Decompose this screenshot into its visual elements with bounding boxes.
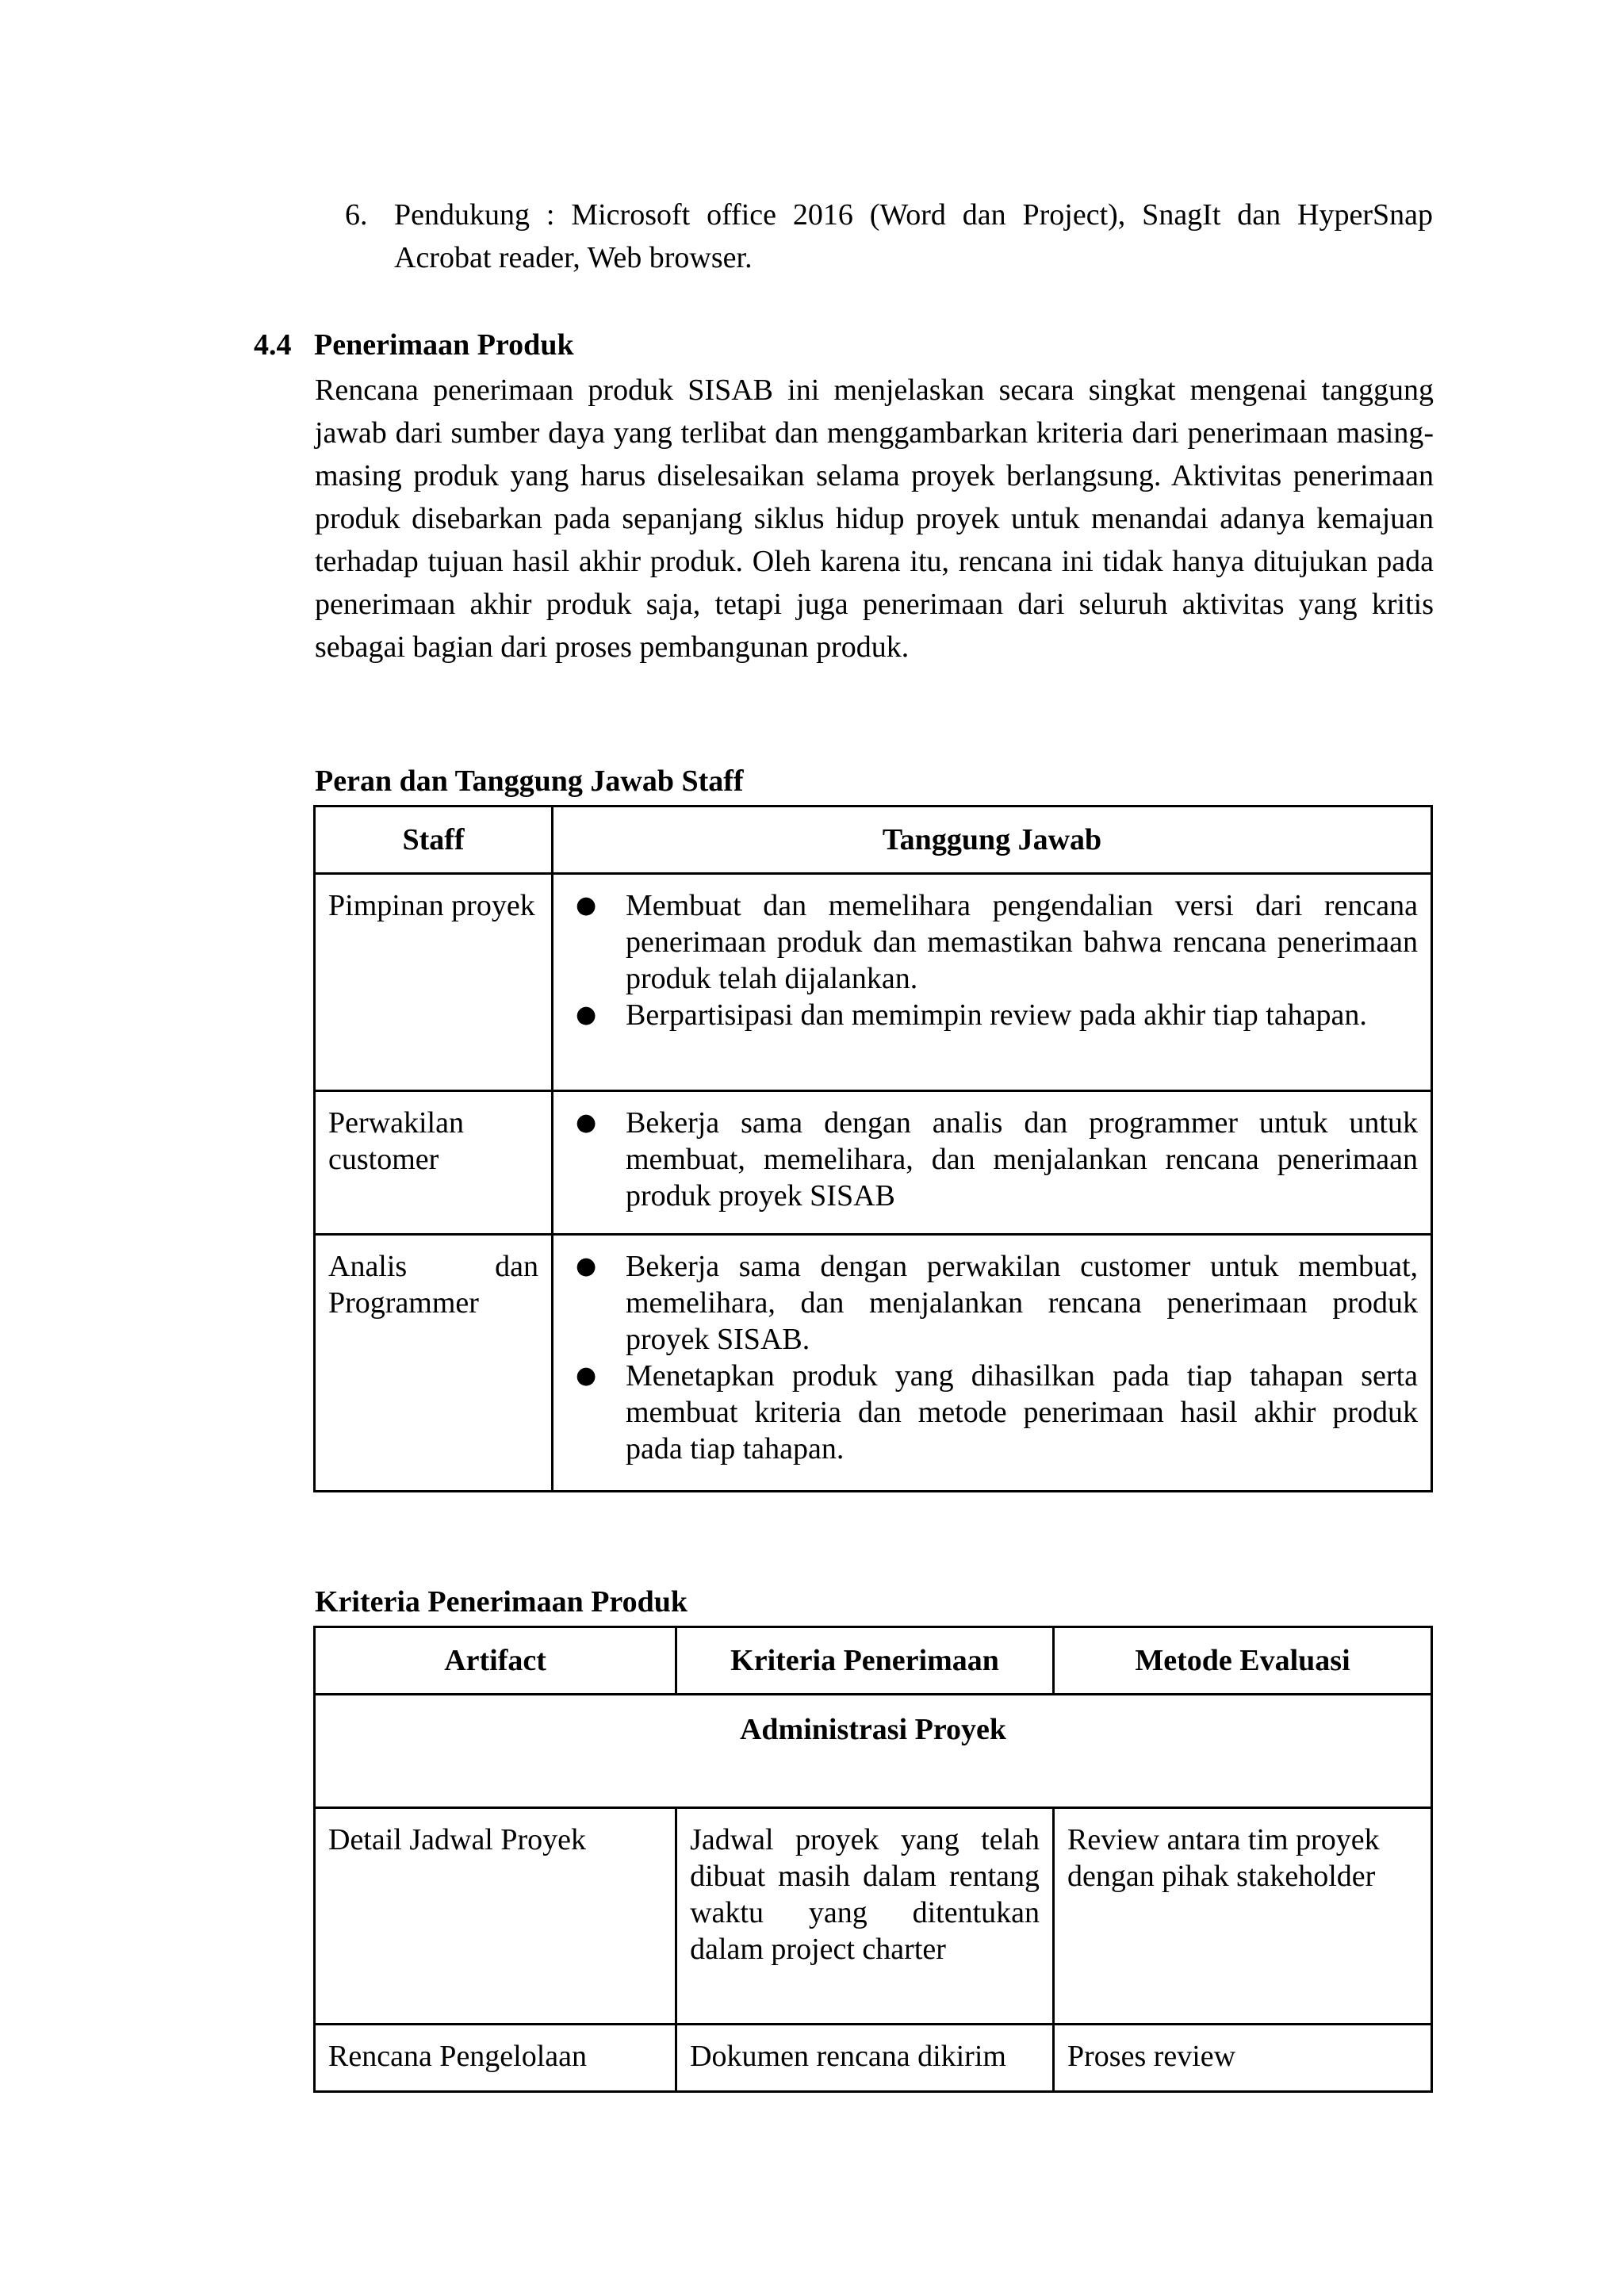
staff-name: Perwakilan customer (328, 1106, 464, 1176)
staff-name: Analis dan Programmer (328, 1250, 538, 1320)
responsibility-cell (553, 874, 1432, 1091)
header-staff: Staff (315, 807, 553, 874)
metode-cell: Review antara tim proyek dengan pihak stakeholder (1054, 1808, 1432, 2025)
table-row (315, 2025, 1432, 2092)
list-item: ● Menetapkan produk yang dihasilkan pada tiap tahapan serta membuat kriteria dan metode penerimaan hasil akhir produk pada tiap tahapan. (576, 1358, 1418, 1467)
table-row (315, 1235, 1432, 1492)
list-item (345, 193, 1433, 279)
kriteria-cell: Dokumen rencana dikirim (676, 2025, 1054, 2092)
responsibility-cell (553, 1091, 1432, 1235)
section-title: Penerimaan Produk (314, 328, 574, 362)
responsibility-list (576, 1105, 1418, 1214)
responsibility-cell (553, 1235, 1432, 1492)
staff-cell (315, 1091, 553, 1235)
list-item-text: Pendukung : Microsoft office 2016 (Word dan Project), SnagIt dan HyperSnap Acrobat reader, Web browser. (394, 198, 1433, 274)
table-header-row (315, 807, 1432, 874)
list-item: ● Bekerja sama dengan analis dan programmer untuk untuk membuat, memelihara, dan menjalankan rencana penerimaan produk proyek SISAB (576, 1105, 1418, 1214)
table-row (315, 874, 1432, 1091)
staff-table-title: Peran dan Tanggung Jawab Staff (315, 764, 744, 798)
group-label: Administrasi Proyek (315, 1695, 1432, 1808)
header-tanggung-jawab: Tanggung Jawab (553, 807, 1432, 874)
criteria-table-title: Kriteria Penerimaan Produk (315, 1585, 688, 1619)
list-item: ● Bekerja sama dengan perwakilan customer untuk membuat, memelihara, dan menjalankan rencana penerimaan produk proyek SISAB. (576, 1248, 1418, 1358)
table-row (315, 1091, 1432, 1235)
header-metode: Metode Evaluasi (1054, 1627, 1432, 1695)
section-paragraph: Rencana penerimaan produk SISAB ini menjelaskan secara singkat mengenai tanggung jawab dari sumber daya yang terlibat dan menggambarkan kriteria dari penerimaan masing-masing produk yang harus diselesaikan selama proyek berlangsung. Aktivitas penerimaan produk disebarkan pada sepanjang siklus hidup proyek untuk menandai adanya kemajuan terhadap tujuan hasil akhir produk. Oleh karena itu, rencana ini tidak hanya ditujukan pada penerimaan akhir produk saja, tetapi juga penerimaan dari seluruh aktivitas yang kritis sebagai bagian dari proses pembangunan produk. (315, 374, 1434, 664)
responsibility-list (576, 887, 1418, 1033)
header-kriteria: Kriteria Penerimaan (676, 1627, 1054, 1695)
table-row (315, 1808, 1432, 2025)
responsibility-list (576, 1248, 1418, 1467)
kriteria-cell: Jadwal proyek yang telah dibuat masih dalam rentang waktu yang ditentukan dalam project charter (676, 1808, 1054, 2025)
criteria-table (313, 1626, 1433, 2093)
staff-cell (315, 1235, 553, 1492)
artifact-cell: Detail Jadwal Proyek (315, 1808, 676, 2025)
metode-cell: Proses review (1054, 2025, 1432, 2092)
staff-name: Pimpinan proyek (328, 889, 535, 922)
header-artifact: Artifact (315, 1627, 676, 1695)
section-number: 4.4 (254, 328, 292, 362)
list-item: ● Berpartisipasi dan memimpin review pada akhir tiap tahapan. (576, 997, 1418, 1033)
group-row (315, 1695, 1432, 1808)
staff-cell (315, 874, 553, 1091)
section-heading (254, 324, 574, 366)
table-header-row (315, 1627, 1432, 1695)
staff-table (313, 805, 1433, 1492)
artifact-cell: Rencana Pengelolaan (315, 2025, 676, 2092)
list-item-number: 6. (345, 198, 368, 232)
list-item: ● Membuat dan memelihara pengendalian versi dari rencana penerimaan produk dan memastikan bahwa rencana penerimaan produk telah dijalankan. (576, 887, 1418, 997)
